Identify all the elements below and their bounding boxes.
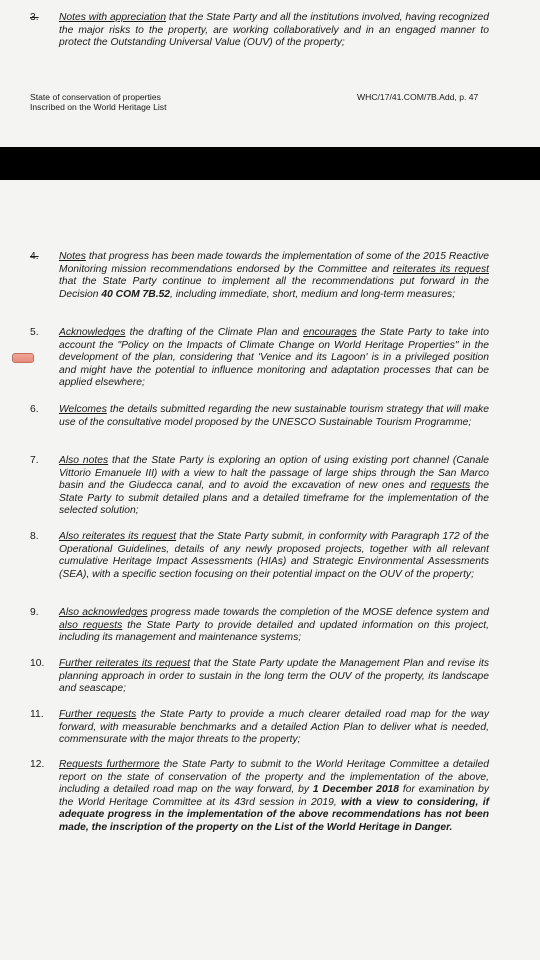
item-text	[59, 759, 489, 835]
item-text	[59, 251, 489, 301]
item-body: the State Party to provide a much clearer detailed road map for the way forward, with measurable benchmarks and a detailed Action Plan to deliver what is needed, commensurate with the major threats to the property;	[59, 709, 490, 746]
item-number: 11.	[30, 709, 44, 720]
item-body: that progress has been made towards the implementation of some of the 2015 Reactive Monitoring mission recommendations endorsed by the Committee and	[59, 251, 489, 275]
item-lead-2: requests	[430, 480, 471, 492]
header-left-line1: State of conservation of properties	[30, 92, 161, 102]
item-number: 3.	[30, 12, 39, 23]
deadline-date: 1 December 2018	[312, 784, 399, 796]
item-number: 4.	[30, 251, 39, 262]
item-number: 10.	[30, 658, 45, 669]
item-lead: Also reiterates its request	[59, 531, 177, 542]
document-reference: WHC/17/41.COM/7B.Add, p. 47	[357, 92, 479, 102]
item-lead: Requests furthermore	[59, 759, 160, 770]
item-body: that the State Party submit, in conformity with Paragraph 172 of the Operational Guidelines, details of any newly proposed projects, together with all relevant cumulative Heritage Impact Assessments (HIAs) and Strategic Environmental Assessments (SEA), with a specific section focusing on their potential impact on the OUV of the property;	[59, 531, 489, 580]
item-lead: Welcomes	[59, 404, 107, 415]
item-lead: Also notes	[59, 455, 109, 466]
header-left-line2: Inscribed on the World Heritage List	[30, 102, 167, 112]
item-body: the details submitted regarding the new sustainable tourism strategy that will make use of the consultative model proposed by the UNESCO Sustainable Tourism Programme;	[59, 404, 489, 428]
item-lead: Also acknowledges	[59, 607, 148, 618]
item-text	[59, 404, 489, 429]
item-lead: Further reiterates its request	[59, 658, 191, 669]
item-body-2: for examination by the World Heritage Committee at its 43rd session in 2019,	[59, 784, 489, 808]
highlight-marker	[12, 353, 34, 363]
item-body-2: that the State Party continue to implement all the recommendations put forward in the Decision	[59, 276, 489, 300]
item-body: that the State Party is exploring an option of using existing port channel (Canale Vittorio Emanuele III) with a view to halt the passage of large ships through the San Marco basin and the Giudecca canal, and to avoid the excavation of new ones and	[59, 455, 489, 492]
item-lead: Further requests	[59, 709, 137, 720]
item-number: 5.	[30, 327, 39, 338]
item-body-2: the State Party to take into account the "Policy on the Impacts of Climate Change on World Heritage Properties" in the development of the plan, considering that 'Venice and its Lagoon' is in a privileged position and might have the potential to influence monitoring and adaptation processes that can be applied elsewhere;	[59, 327, 489, 389]
danger-list-clause: with a view to considering, if adequate progress in the implementation of the above recommendations has not been made, the inscription of the property on the List of the World Heritage in Danger.	[59, 796, 490, 833]
decision-reference: 40 COM 7B.52	[101, 288, 171, 300]
item-lead: Notes with appreciation	[59, 12, 167, 23]
item-body-3: , including immediate, short, medium and long-term measures;	[170, 288, 456, 300]
item-text	[59, 531, 489, 581]
item-number: 7.	[30, 455, 39, 466]
item-text	[59, 709, 489, 747]
item-body: that the State Party and all the institutions involved, having recognized the major risks to the property, are working collaboratively and in an engaged manner to protect the Outstanding Universal Value (OUV) of the property;	[59, 12, 489, 49]
item-number: 6.	[30, 404, 39, 415]
document-header-left	[30, 92, 166, 112]
item-body: the State Party to submit to the World Heritage Committee a detailed report on the state of conservation of the property and the implementation of the above, including a detailed road map on the way forward, by	[59, 759, 489, 796]
item-number: 8.	[30, 531, 39, 542]
item-text	[59, 607, 489, 645]
item-lead: Acknowledges	[59, 327, 126, 338]
item-text	[59, 455, 489, 518]
item-body: progress made towards the completion of the MOSE defence system and	[147, 607, 489, 618]
item-text	[59, 658, 489, 696]
item-lead-2: encourages	[303, 327, 357, 338]
item-body: the drafting of the Climate Plan and	[125, 327, 304, 338]
item-body-2: the State Party to provide detailed and updated information on this project, including its management and maintenance systems;	[59, 619, 489, 644]
item-text	[59, 327, 489, 390]
item-lead: Notes	[59, 251, 86, 262]
item-body: that the State Party update the Management Plan and revise its planning approach in order to sustain in the long term the OUV of the property, its landscape and seascape;	[59, 658, 489, 695]
item-number: 12.	[30, 759, 45, 770]
redaction-bar	[0, 147, 540, 180]
item-text	[59, 12, 489, 50]
item-lead-2: reiterates its request	[392, 263, 489, 275]
item-body-2: the State Party to submit detailed plans and a detailed timeframe for the implementation of the selected solution;	[59, 480, 489, 517]
item-lead-2: also requests	[59, 619, 123, 631]
item-number: 9.	[30, 607, 39, 618]
